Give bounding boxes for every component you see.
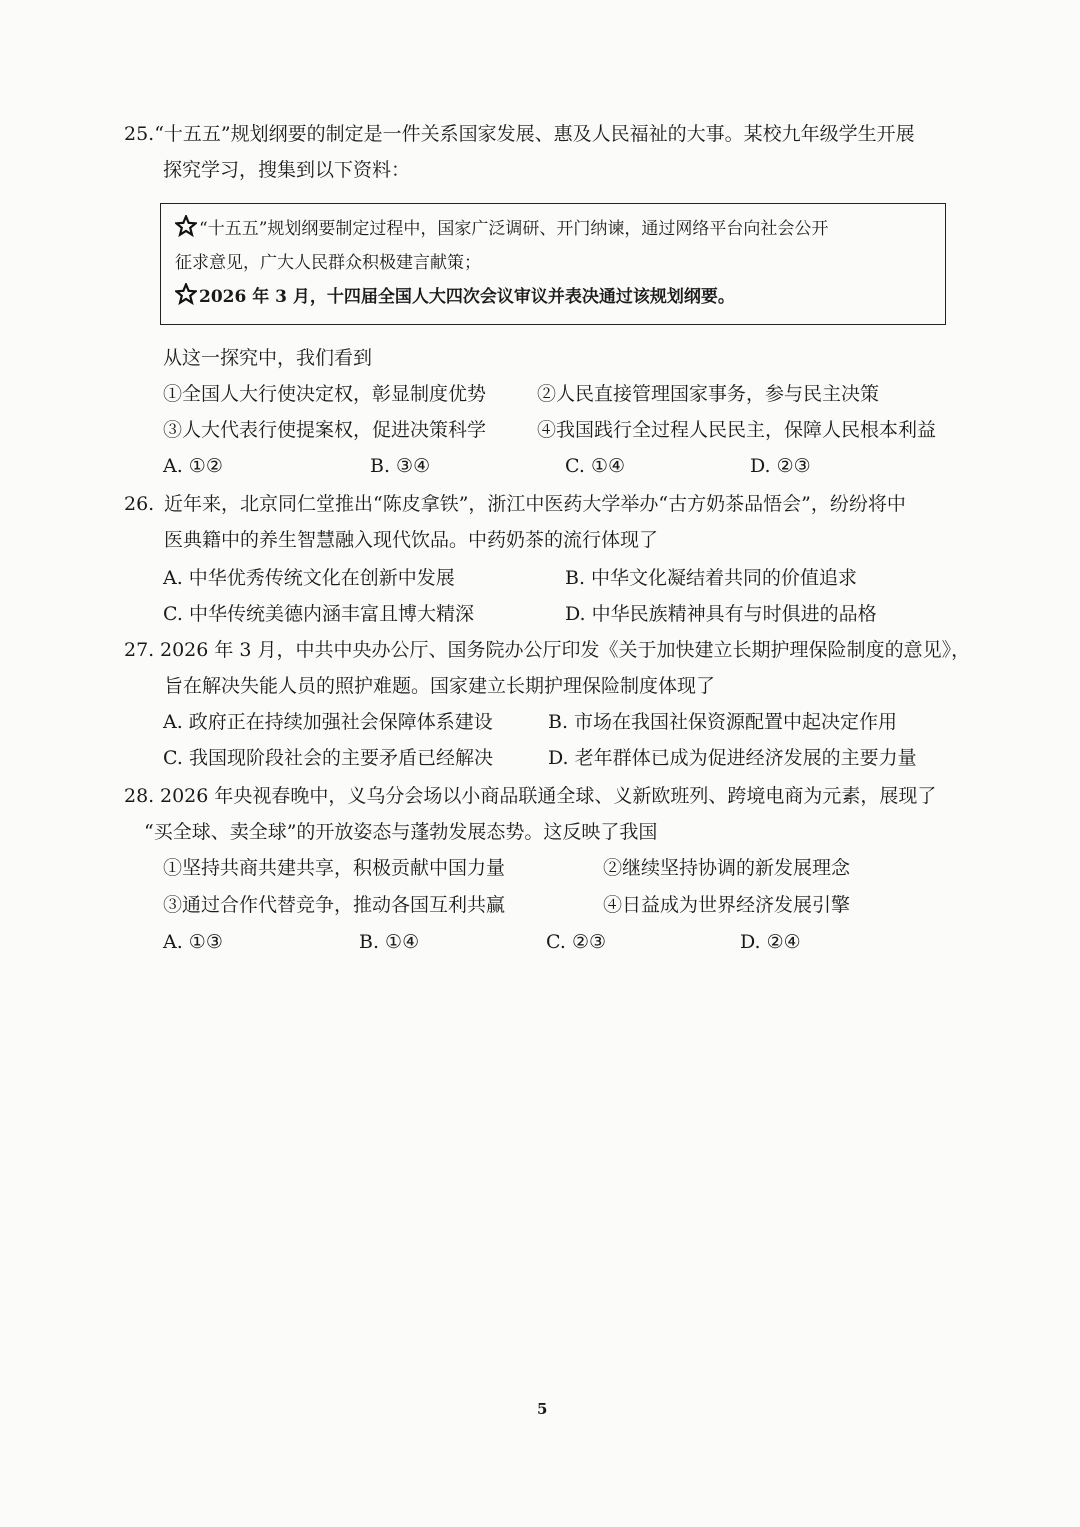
- statement-1: ①坚持共商共建共享，积极贡献中国力量: [163, 857, 506, 879]
- question-stem-line: “买全球、卖全球”的开放姿态与蓬勃发展态势。这反映了我国: [144, 821, 658, 843]
- star-icon: [175, 215, 197, 237]
- option-a: A. ①③: [163, 931, 223, 953]
- option-d: D. ②④: [740, 931, 801, 953]
- question-number: 26.: [124, 493, 155, 515]
- option-d: D. 中华民族精神具有与时俱进的品格: [565, 603, 877, 625]
- statement-2: ②继续坚持协调的新发展理念: [603, 857, 851, 879]
- question-number: 27.: [124, 639, 155, 661]
- question-stem-line: 旨在解决失能人员的照护难题。国家建立长期护理保险制度体现了: [164, 675, 716, 697]
- question-stem-line: 医典籍中的养生智慧融入现代饮品。中药奶茶的流行体现了: [164, 529, 659, 551]
- material-line: 征求意见，广大人民群众积极建言献策；: [175, 253, 481, 273]
- question-stem-line: 探究学习，搜集到以下资料：: [163, 159, 411, 181]
- question-stem-line: 2026 年 3 月，中共中央办公厅、国务院办公厅印发《关于加快建立长期护理保险制度的意见》，: [160, 639, 971, 661]
- question-stem-line: “十五五”规划纲要的制定是一件关系国家发展、惠及人民福祉的大事。某校九年级学生开展: [154, 123, 915, 145]
- question-stem-line: 2026 年央视春晚中，义乌分会场以小商品联通全球、义新欧班列、跨境电商为元素，展现了: [160, 785, 937, 807]
- question-28: [124, 778, 936, 850]
- question-27: [124, 632, 970, 704]
- option-b: B. ①④: [359, 931, 420, 953]
- statement-2: ②人民直接管理国家事务，参与民主决策: [537, 383, 880, 405]
- question-lead: 从这一探究中，我们看到: [163, 347, 373, 369]
- statements-25: [163, 376, 963, 486]
- page-number: 5: [537, 1400, 548, 1418]
- option-a: A. 中华优秀传统文化在创新中发展: [163, 567, 455, 589]
- option-b: B. 中华文化凝结着共同的价值追求: [565, 567, 858, 589]
- option-a: A. ①②: [163, 455, 223, 477]
- statement-3: ③人大代表行使提案权，促进决策科学: [163, 419, 487, 441]
- option-c: C. ①④: [565, 455, 626, 477]
- question-25: [124, 116, 915, 188]
- option-c: C. 我国现阶段社会的主要矛盾已经解决: [163, 747, 493, 769]
- statement-1: ①全国人大行使决定权，彰显制度优势: [163, 383, 487, 405]
- statement-4: ④日益成为世界经济发展引擎: [603, 894, 851, 916]
- option-c: C. 中华传统美德内涵丰富且博大精深: [163, 603, 474, 625]
- question-number: 28.: [124, 785, 155, 807]
- options-27: [163, 704, 963, 778]
- question-number: 25.: [124, 123, 155, 145]
- option-c: C. ②③: [546, 931, 607, 953]
- statements-28: [163, 850, 963, 960]
- question-26: [124, 486, 906, 558]
- star-icon: [175, 283, 197, 305]
- option-b: B. 市场在我国社保资源配置中起决定作用: [548, 711, 898, 733]
- statement-3: ③通过合作代替竞争，推动各国互利共赢: [163, 894, 506, 916]
- statement-4: ④我国践行全过程人民民主，保障人民根本利益: [537, 419, 937, 441]
- option-a: A. 政府正在持续加强社会保障体系建设: [163, 711, 493, 733]
- question-stem-line: 近年来，北京同仁堂推出“陈皮拿铁”，浙江中医药大学举办“古方奶茶品悟会”，纷纷将中: [164, 493, 906, 515]
- material-box: [160, 203, 946, 325]
- option-d: D. 老年群体已成为促进经济发展的主要力量: [548, 747, 917, 769]
- options-26: [163, 560, 963, 634]
- material-line: 2026 年 3 月，十四届全国人大四次会议审议并表决通过该规划纲要。: [199, 287, 735, 307]
- option-b: B. ③④: [370, 455, 431, 477]
- material-line: “十五五”规划纲要制定过程中，国家广泛调研、开门纳谏，通过网络平台向社会公开: [199, 219, 829, 239]
- option-d: D. ②③: [750, 455, 811, 477]
